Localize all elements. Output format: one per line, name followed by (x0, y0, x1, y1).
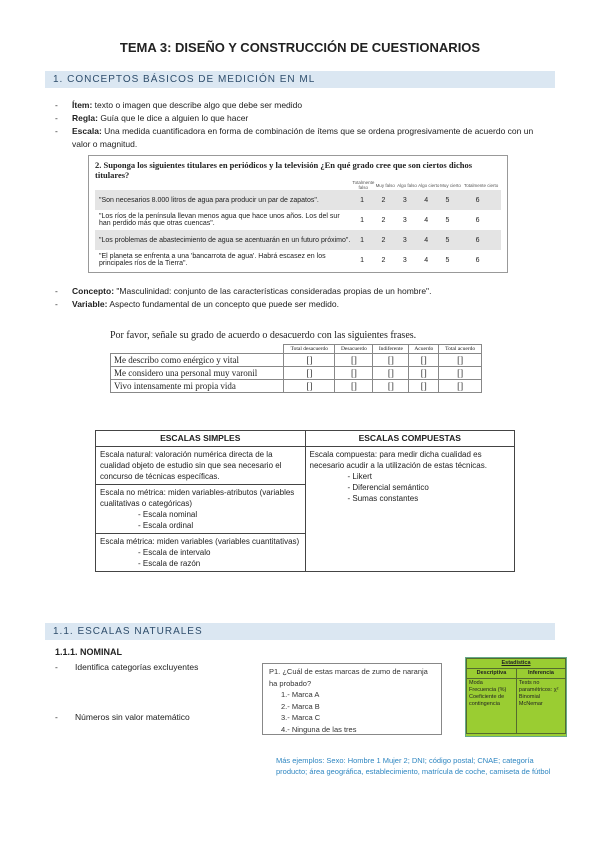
stat-item: Moda (469, 680, 483, 686)
rating-value: 5 (445, 216, 450, 224)
natural-scale: Escala natural: valoración numérica directa de la cualidad objeto de estudio sin que sea necesario el concurso de técnicas específicas. (96, 447, 306, 485)
rating-value: 4 (424, 236, 429, 244)
rating-value: 6 (475, 216, 480, 224)
statement-row (111, 354, 482, 367)
col-header: Algo falso (397, 182, 417, 188)
compound-cell (305, 447, 515, 572)
rating-value: 4 (424, 196, 429, 204)
col-header: Muy falso (375, 182, 395, 188)
col-header: Indiferente (373, 345, 409, 354)
nonmetric-text: Escala no métrica: miden variables-atributos (variables cualitativas o categóricas) (100, 488, 295, 508)
checkbox: [] (373, 354, 409, 367)
metric-cell (96, 534, 306, 572)
checkbox: [] (373, 367, 409, 380)
list-item: - Sumas constantes (347, 494, 419, 503)
scales-table (95, 430, 515, 572)
page-title: TEMA 3: DISEÑO Y CONSTRUCCIÓN DE CUESTIONARIOS (119, 40, 481, 55)
rating-value: 6 (475, 256, 480, 264)
section-heading: 1. CONCEPTOS BÁSICOS DE MEDICIÓN EN ML (45, 71, 555, 88)
option: 2.- Marca B (281, 701, 320, 711)
rating-value: 1 (360, 216, 365, 224)
rating-value: 3 (402, 236, 407, 244)
col-header: Desacuerdo (335, 345, 373, 354)
term: Escala: (72, 126, 102, 136)
list-item: Identifica categorías excluyentes (75, 662, 199, 672)
rating-value: 2 (381, 196, 386, 204)
figure-prompt: Por favor, señale su grado de acuerdo o desacuerdo con las siguientes frases. (110, 330, 417, 341)
statement-row (111, 380, 482, 393)
statement: Me considero una personal muy varonil (111, 367, 284, 380)
figure-agreement-scale (110, 330, 482, 413)
definition: texto o imagen que describe algo que debe ser medido (92, 100, 303, 110)
stat-item: Tests no paramétricos: χ² (518, 680, 559, 693)
statement: Me describo como enérgico y vital (111, 354, 284, 367)
stat-item: McNemar (518, 701, 543, 707)
checkbox: [] (284, 354, 335, 367)
col-header: Acuerdo (409, 345, 439, 354)
figure-row (95, 250, 501, 270)
bullet-list: - Concepto: "Masculinidad: conjunto de las características consideradas propias de un hombre". - Variable: Aspecto fundamental de un concepto que puede ser medido. (55, 286, 432, 309)
col-header: Totalmente cierto (464, 182, 499, 188)
question-example (262, 663, 442, 735)
headline: "Los ríos de la península llevan menos agua que hace unos años. Los del sur han perdido más que otras cuencas". (99, 213, 340, 227)
compound-text: Escala compuesta: para medir dicha cualidad es necesario acudir a la utilización de estas técnicas. (309, 450, 487, 470)
option: 1.- Marca A (281, 690, 320, 699)
question-text: P1. ¿Cuál de estas marcas de zumo de naranja ha probado? (269, 667, 428, 688)
list-item: Números sin valor matemático (75, 712, 190, 722)
rating-value: 2 (381, 236, 386, 244)
col-header: Totalmente falso (352, 180, 375, 190)
rating-value: 3 (402, 256, 407, 264)
stat-item: Binomial (518, 694, 540, 700)
statistics-box (465, 657, 567, 737)
definition: Aspecto fundamental de un concepto que puede ser medido. (107, 299, 339, 309)
stat-item: Frecuencia (%) (469, 687, 507, 693)
more-examples: Más ejemplos: Sexo: Hombre 1 Mujer 2; DNI; código postal; CNAE; categoría producto; área geográfica, establecimiento, matrícula de coche, camiseta de fútbol (276, 756, 551, 776)
rating-value: 4 (424, 256, 429, 264)
rating-value: 5 (445, 236, 450, 244)
checkbox: [] (409, 354, 439, 367)
rating-value: 2 (381, 256, 386, 264)
term: Ítem: (72, 100, 93, 110)
rating-value: 4 (424, 216, 429, 224)
rating-value: 1 (360, 256, 365, 264)
header-simple: ESCALAS SIMPLES (96, 431, 306, 447)
header-row (111, 345, 482, 354)
term: Concepto: (72, 286, 115, 296)
term: Variable: (72, 299, 108, 309)
rating-value: 5 (445, 196, 450, 204)
col-header: Total desacuerdo (284, 345, 335, 354)
checkbox: [] (373, 380, 409, 393)
rating-value: 6 (475, 196, 480, 204)
list-item: - Escala nominal (138, 510, 198, 519)
checkbox: [] (439, 380, 482, 393)
rating-value: 5 (445, 256, 450, 264)
checkbox: [] (439, 354, 482, 367)
stats-inf-header: Inferencia (516, 669, 565, 679)
rating-value: 3 (402, 196, 407, 204)
option: 3.- Marca C (281, 713, 321, 722)
definition: "Masculinidad: conjunto de las características consideradas propias de un hombre". (114, 286, 432, 296)
list-item: - Escala de intervalo (138, 548, 211, 557)
figure-headline-scale (88, 155, 508, 273)
rating-value: 3 (402, 216, 407, 224)
rating-value: 1 (360, 236, 365, 244)
rating-value: 1 (360, 196, 365, 204)
bullet-list: - Ítem: texto o imagen que describe algo que debe ser medido - Regla: Guía que le dice a alguien lo que hacer - Escala: Una medida cuantificadora en forma de combinación de ítems que se ordena progresivamente de acuerdo con un valor o magnitud. (55, 100, 534, 149)
statement: Vivo intensamente mi propia vida (111, 380, 284, 393)
checkbox: [] (284, 367, 335, 380)
headline: "Son necesarios 8.000 litros de agua para producir un par de zapatos". (99, 196, 319, 204)
list-item: - Escala ordinal (138, 521, 194, 530)
header-compound: ESCALAS COMPUESTAS (305, 431, 515, 447)
headline: "El planeta se enfrenta a una 'bancarrota de agua'. Habrá escasez en los principales ríos de la Tierra". (99, 253, 326, 267)
checkbox: [] (335, 380, 373, 393)
rating-value: 6 (475, 236, 480, 244)
subsection-heading: 1.1. ESCALAS NATURALES (45, 623, 555, 640)
checkbox: [] (335, 354, 373, 367)
list-item: - Likert (347, 472, 372, 481)
figure-row (95, 230, 501, 250)
bullet-list: - Números sin valor matemático (55, 711, 545, 724)
list-item: - Escala de razón (138, 559, 201, 568)
checkbox: [] (284, 380, 335, 393)
bullet-list: - Identifica categorías excluyentes (55, 661, 545, 674)
figure-row (95, 190, 501, 210)
col-header: Muy cierto (440, 182, 461, 188)
metric-text: Escala métrica: miden variables (variables cuantitativas) (100, 537, 300, 546)
rating-value: 2 (381, 216, 386, 224)
figure-row (95, 210, 501, 230)
col-header: Total acuerdo (439, 345, 482, 354)
definition: Una medida cuantificadora en forma de combinación de ítems que se ordena progresivamente de acuerdo con un valor o magnitud. (72, 126, 534, 149)
stats-title: Estadística (467, 659, 566, 669)
term: Regla: (72, 113, 98, 123)
checkbox: [] (409, 380, 439, 393)
definition: Guía que le dice a alguien lo que hacer (97, 113, 249, 123)
option: 4.- Ninguna de las tres (281, 724, 357, 734)
stat-item: Coeficiente de contingencia (469, 694, 505, 707)
figure-question: 2. Suponga los siguientes titulares en periódicos y la televisión ¿En qué grado cree que son ciertos dichos titulares? (95, 160, 473, 180)
stats-desc-header: Descriptiva (467, 669, 517, 679)
checkbox: [] (335, 367, 373, 380)
checkbox: [] (409, 367, 439, 380)
statement-row (111, 367, 482, 380)
list-item: - Diferencial semántico (347, 483, 429, 492)
col-header: Algo cierto (418, 182, 440, 188)
subsubsection-heading: 1.1.1. NOMINAL (55, 647, 123, 657)
checkbox: [] (439, 367, 482, 380)
nonmetric-cell (96, 485, 306, 534)
headline: "Los problemas de abastecimiento de agua se acentuarán en un futuro próximo". (99, 236, 351, 244)
